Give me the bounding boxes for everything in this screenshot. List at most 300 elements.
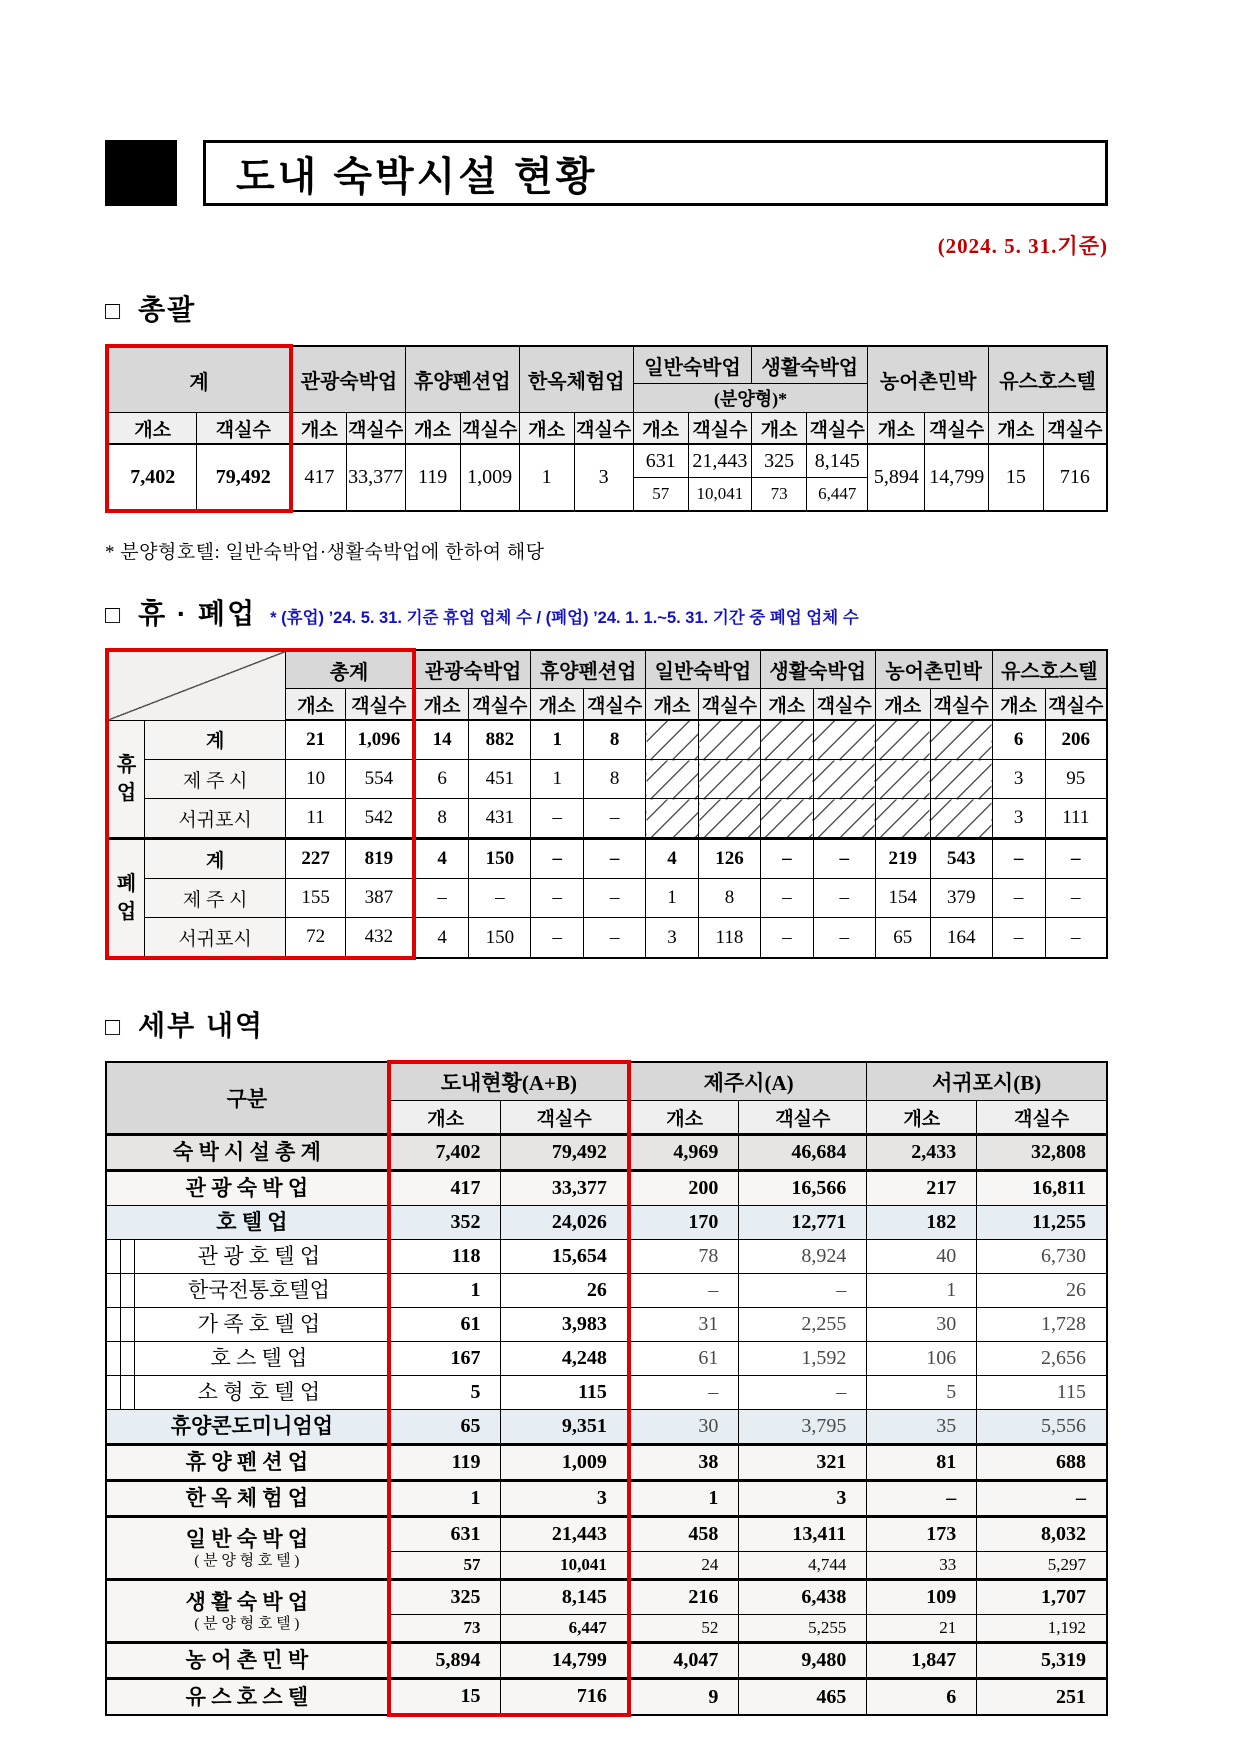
column-header: 객실수 xyxy=(346,413,405,445)
row-label-main: 휴양콘도미니엄업 xyxy=(170,1414,334,1439)
data-cell: 65 xyxy=(875,918,930,959)
table-row xyxy=(106,1410,1107,1445)
data-cell: 7,402 xyxy=(107,444,197,511)
column-header: 객실수 xyxy=(1045,689,1107,721)
hatched-cell xyxy=(699,799,761,839)
hatched-cell xyxy=(699,720,761,760)
data-cell: 4,248 xyxy=(501,1342,629,1376)
row-label xyxy=(106,1274,389,1308)
document-title-box xyxy=(203,140,1108,206)
data-cell: 4,744 xyxy=(739,1552,867,1580)
data-cell: 115 xyxy=(501,1376,629,1410)
data-cell: 882 xyxy=(469,720,531,760)
data-cell: – xyxy=(813,918,875,959)
row-label xyxy=(106,1517,389,1580)
data-cell: – xyxy=(739,1376,867,1410)
detail-table xyxy=(105,1060,1108,1717)
table-row xyxy=(107,839,1107,879)
square-bullet-icon: □ xyxy=(105,1013,123,1041)
hatched-cell xyxy=(875,799,930,839)
data-cell: 170 xyxy=(629,1206,739,1240)
data-cell: 8,145 xyxy=(807,444,868,478)
title-black-square xyxy=(105,140,177,206)
data-cell: 167 xyxy=(389,1342,501,1376)
column-header: 개소 xyxy=(867,1101,977,1135)
table-row xyxy=(106,1240,1107,1274)
row-label xyxy=(106,1580,389,1643)
data-cell: 1,847 xyxy=(867,1643,977,1679)
data-cell: 6,447 xyxy=(807,478,868,512)
data-cell: 352 xyxy=(389,1206,501,1240)
table-row xyxy=(106,1580,1107,1615)
data-cell: – xyxy=(977,1481,1107,1517)
page-title: 도내 숙박시설 현황 xyxy=(236,154,598,199)
section-overview-title: 총괄 xyxy=(138,294,197,325)
data-cell: 8 xyxy=(584,760,646,799)
data-cell: 12,771 xyxy=(739,1206,867,1240)
hatched-cell xyxy=(760,720,813,760)
group-label-text: 폐업 xyxy=(116,873,137,923)
row-label-sub: ( 분 양 형 호 텔 ) xyxy=(194,1553,300,1570)
data-cell: 5,255 xyxy=(739,1615,867,1643)
section-detail-heading xyxy=(105,1004,1108,1044)
data-cell: 3 xyxy=(739,1481,867,1517)
row-label-main: 가 족 호 텔 업 xyxy=(197,1312,321,1337)
row-label-main: 호 스 텔 업 xyxy=(210,1346,308,1371)
title-block xyxy=(105,140,1108,206)
column-header: 개소 xyxy=(629,1101,739,1135)
column-group-header: 유스호스텔 xyxy=(989,346,1108,413)
column-header: 개소 xyxy=(633,413,688,445)
data-cell: 65 xyxy=(389,1410,501,1445)
column-group-header: 생활숙박업 xyxy=(752,346,868,384)
hatched-cell xyxy=(760,799,813,839)
data-cell: – xyxy=(813,879,875,918)
data-cell: 15 xyxy=(989,444,1044,511)
data-cell: – xyxy=(469,879,531,918)
data-cell: 173 xyxy=(867,1517,977,1552)
data-cell: 52 xyxy=(629,1615,739,1643)
data-cell: – xyxy=(584,918,646,959)
data-cell: 688 xyxy=(977,1445,1107,1481)
data-cell: 109 xyxy=(867,1580,977,1615)
data-cell: 21 xyxy=(286,720,346,760)
data-cell: 1 xyxy=(646,879,699,918)
column-group-header: 서귀포시(B) xyxy=(867,1062,1107,1101)
data-cell: 115 xyxy=(977,1376,1107,1410)
column-header: 개소 xyxy=(519,413,574,445)
data-cell: 9,480 xyxy=(739,1643,867,1679)
column-header: 개소 xyxy=(992,689,1045,721)
column-header: 객실수 xyxy=(813,689,875,721)
data-cell: 32,808 xyxy=(977,1135,1107,1171)
data-cell: 1 xyxy=(629,1481,739,1517)
overview-footnote: * 분양형호텔: 일반숙박업·생활숙박업에 한하여 해당 xyxy=(105,542,545,563)
data-cell: 8,032 xyxy=(977,1517,1107,1552)
closure-table xyxy=(105,648,1108,960)
data-cell: 543 xyxy=(930,839,992,879)
column-header: 객실수 xyxy=(345,689,413,721)
data-cell: 10,041 xyxy=(501,1552,629,1580)
data-cell: – xyxy=(414,879,469,918)
hatched-cell xyxy=(813,760,875,799)
row-label-text xyxy=(107,1139,387,1165)
data-cell: 15 xyxy=(389,1679,501,1716)
data-cell: – xyxy=(584,839,646,879)
data-cell: 387 xyxy=(345,879,413,918)
table-row xyxy=(106,1376,1107,1410)
data-cell: 6 xyxy=(867,1679,977,1716)
row-label-main: 한국전통호텔업 xyxy=(187,1278,330,1303)
data-cell: 5 xyxy=(867,1376,977,1410)
row-label-text xyxy=(107,1589,387,1633)
data-cell: 6 xyxy=(414,760,469,799)
row-label-main: 관 광 호 텔 업 xyxy=(197,1244,321,1269)
column-header: 개소 xyxy=(389,1101,501,1135)
data-cell: 251 xyxy=(977,1679,1107,1716)
column-header: 개소 xyxy=(414,689,469,721)
data-cell: 417 xyxy=(389,1171,501,1206)
row-label xyxy=(106,1171,389,1206)
hatched-cell xyxy=(646,799,699,839)
data-cell: 79,492 xyxy=(197,444,291,511)
row-label-main: 생 활 숙 박 업 xyxy=(185,1589,309,1614)
data-cell: 227 xyxy=(286,839,346,879)
data-cell: 1 xyxy=(867,1274,977,1308)
data-cell: 2,656 xyxy=(977,1342,1107,1376)
hatched-cell xyxy=(930,760,992,799)
data-cell: 9,351 xyxy=(501,1410,629,1445)
column-header: 개소 xyxy=(531,689,584,721)
data-cell: 111 xyxy=(1045,799,1107,839)
data-cell: 14,799 xyxy=(501,1643,629,1679)
section-closure-title: 휴 · 폐업 xyxy=(138,598,257,629)
data-cell: 2,255 xyxy=(739,1308,867,1342)
row-label-main: 호 텔 업 xyxy=(216,1210,288,1235)
table-row xyxy=(106,1206,1107,1240)
data-cell: 6,447 xyxy=(501,1615,629,1643)
data-cell: 81 xyxy=(867,1445,977,1481)
data-cell: 11,255 xyxy=(977,1206,1107,1240)
data-cell: 1 xyxy=(389,1274,501,1308)
data-cell: 3 xyxy=(646,918,699,959)
column-group-header: 농어촌민박 xyxy=(868,346,989,413)
data-cell: 57 xyxy=(389,1552,501,1580)
table-row xyxy=(106,1308,1107,1342)
data-cell: 325 xyxy=(389,1580,501,1615)
data-cell: 5,894 xyxy=(389,1643,501,1679)
row-label: 제 주 시 xyxy=(145,879,286,918)
row-label xyxy=(106,1679,389,1716)
data-cell: 33 xyxy=(867,1552,977,1580)
shared-subheader: (분양형)* xyxy=(633,384,868,413)
data-cell: 155 xyxy=(286,879,346,918)
row-label xyxy=(106,1643,389,1679)
data-cell: 33,377 xyxy=(346,444,405,511)
data-cell: 14,799 xyxy=(925,444,989,511)
column-header: 객실수 xyxy=(1043,413,1107,445)
column-group-header: 일반숙박업 xyxy=(646,650,761,689)
hatched-cell xyxy=(930,799,992,839)
data-cell: 1,096 xyxy=(345,720,413,760)
hatched-cell xyxy=(875,760,930,799)
data-cell: 217 xyxy=(867,1171,977,1206)
row-label xyxy=(106,1135,389,1171)
data-cell: 458 xyxy=(629,1517,739,1552)
data-cell: 3 xyxy=(992,799,1045,839)
column-group-header: 관광숙박업 xyxy=(291,346,405,413)
data-cell: 4,969 xyxy=(629,1135,739,1171)
data-cell: – xyxy=(1045,879,1107,918)
data-cell: 35 xyxy=(867,1410,977,1445)
column-header: 개소 xyxy=(107,413,197,445)
data-cell: 3 xyxy=(992,760,1045,799)
table-row xyxy=(107,444,1107,478)
hatched-cell xyxy=(646,720,699,760)
data-cell: 61 xyxy=(629,1342,739,1376)
data-cell: 200 xyxy=(629,1171,739,1206)
data-cell: 1,009 xyxy=(460,444,519,511)
hatched-cell xyxy=(875,720,930,760)
column-group-header: 구분 xyxy=(106,1062,389,1135)
row-label-main: 숙 박 시 설 총 계 xyxy=(172,1140,321,1165)
row-label: 제 주 시 xyxy=(145,760,286,799)
data-cell: 5 xyxy=(389,1376,501,1410)
row-label-text xyxy=(107,1243,387,1269)
data-cell: 95 xyxy=(1045,760,1107,799)
row-label-main: 소 형 호 텔 업 xyxy=(197,1380,321,1405)
data-cell: 33,377 xyxy=(501,1171,629,1206)
header-row xyxy=(107,413,1107,445)
column-header: 객실수 xyxy=(501,1101,629,1135)
row-label xyxy=(106,1445,389,1481)
row-label xyxy=(106,1376,389,1410)
overview-table xyxy=(105,344,1108,513)
data-cell: 206 xyxy=(1045,720,1107,760)
group-label xyxy=(107,720,145,839)
table-row xyxy=(106,1517,1107,1552)
data-cell: 5,556 xyxy=(977,1410,1107,1445)
row-label-main: 휴 양 펜 션 업 xyxy=(185,1450,309,1475)
data-cell: 8 xyxy=(584,720,646,760)
column-group-header: 계 xyxy=(107,346,291,413)
data-cell: 5,319 xyxy=(977,1643,1107,1679)
row-label: 계 xyxy=(145,720,286,760)
column-header: 개소 xyxy=(291,413,346,445)
data-cell: 1 xyxy=(531,760,584,799)
data-cell: 3 xyxy=(574,444,633,511)
hatched-cell xyxy=(930,720,992,760)
reference-date: (2024. 5. 31.기준) xyxy=(937,234,1108,258)
data-cell: – xyxy=(1045,839,1107,879)
data-cell: 631 xyxy=(389,1517,501,1552)
row-label xyxy=(106,1410,389,1445)
row-label-sub: ( 분 양 형 호 텔 ) xyxy=(194,1616,300,1633)
data-cell: 38 xyxy=(629,1445,739,1481)
data-cell: 16,811 xyxy=(977,1171,1107,1206)
table-row xyxy=(107,799,1107,839)
section-detail-title: 세부 내역 xyxy=(138,1010,265,1041)
data-cell: 30 xyxy=(867,1308,977,1342)
header-row xyxy=(106,1062,1107,1101)
data-cell: 5,894 xyxy=(868,444,925,511)
data-cell: 10 xyxy=(286,760,346,799)
data-cell: 24,026 xyxy=(501,1206,629,1240)
data-cell: 6 xyxy=(992,720,1045,760)
data-cell: – xyxy=(584,799,646,839)
column-header: 개소 xyxy=(760,689,813,721)
data-cell: 716 xyxy=(1043,444,1107,511)
data-cell: 164 xyxy=(930,918,992,959)
column-header: 객실수 xyxy=(460,413,519,445)
data-cell: 5,297 xyxy=(977,1552,1107,1580)
data-cell: 3,795 xyxy=(739,1410,867,1445)
data-cell: 24 xyxy=(629,1552,739,1580)
data-cell: – xyxy=(992,839,1045,879)
column-header: 개소 xyxy=(646,689,699,721)
row-label-text xyxy=(107,1485,387,1511)
data-cell: 417 xyxy=(291,444,346,511)
data-cell: – xyxy=(531,918,584,959)
data-cell: 73 xyxy=(389,1615,501,1643)
table-row xyxy=(106,1481,1107,1517)
row-label-main: 한 옥 체 험 업 xyxy=(185,1486,309,1511)
table-row xyxy=(107,760,1107,799)
square-bullet-icon: □ xyxy=(105,297,123,325)
data-cell: 15,654 xyxy=(501,1240,629,1274)
data-cell: 3 xyxy=(501,1481,629,1517)
data-cell: 6,438 xyxy=(739,1580,867,1615)
row-label-text xyxy=(107,1209,387,1235)
column-header: 개소 xyxy=(875,689,930,721)
column-header: 객실수 xyxy=(584,689,646,721)
data-cell: 10,041 xyxy=(688,478,752,512)
column-group-header: 휴양펜션업 xyxy=(531,650,646,689)
data-cell: 78 xyxy=(629,1240,739,1274)
hatched-cell xyxy=(699,760,761,799)
column-group-header: 도내현황(A+B) xyxy=(389,1062,629,1101)
data-cell: – xyxy=(584,879,646,918)
group-label-text: 휴업 xyxy=(116,753,137,804)
column-header: 객실수 xyxy=(197,413,291,445)
data-cell: 57 xyxy=(633,478,688,512)
data-cell: 46,684 xyxy=(739,1135,867,1171)
row-label xyxy=(106,1308,389,1342)
row-label-text xyxy=(107,1449,387,1475)
data-cell: 30 xyxy=(629,1410,739,1445)
row-label-text xyxy=(107,1345,387,1371)
data-cell: 325 xyxy=(752,444,807,478)
data-cell: 26 xyxy=(977,1274,1107,1308)
data-cell: 11 xyxy=(286,799,346,839)
data-cell: 554 xyxy=(345,760,413,799)
table-row xyxy=(106,1171,1107,1206)
data-cell: 72 xyxy=(286,918,346,959)
row-label-text xyxy=(107,1647,387,1673)
data-cell: 431 xyxy=(469,799,531,839)
row-label: 서귀포시 xyxy=(145,799,286,839)
table-row xyxy=(107,918,1107,959)
data-cell: 16,566 xyxy=(739,1171,867,1206)
column-header: 개소 xyxy=(752,413,807,445)
row-label-text xyxy=(107,1684,387,1710)
column-header: 객실수 xyxy=(930,689,992,721)
group-label xyxy=(107,839,145,959)
closure-note: * (휴업) ’24. 5. 31. 기준 휴업 업체 수 / (폐업) ’24. 1. 1.~5. 31. 기간 중 폐업 업체 수 xyxy=(270,609,859,627)
header-row xyxy=(107,650,1107,689)
data-cell: 1,192 xyxy=(977,1615,1107,1643)
data-cell: – xyxy=(867,1481,977,1517)
column-header: 객실수 xyxy=(699,689,761,721)
data-cell: – xyxy=(760,839,813,879)
data-cell: 21 xyxy=(867,1615,977,1643)
data-cell: 21,443 xyxy=(501,1517,629,1552)
column-group-header: 휴양펜션업 xyxy=(405,346,519,413)
data-cell: 182 xyxy=(867,1206,977,1240)
column-header: 객실수 xyxy=(977,1101,1107,1135)
data-cell: 4 xyxy=(414,918,469,959)
hatched-cell xyxy=(760,760,813,799)
data-cell: 31 xyxy=(629,1308,739,1342)
data-cell: 150 xyxy=(469,839,531,879)
row-label xyxy=(106,1240,389,1274)
data-cell: 61 xyxy=(389,1308,501,1342)
data-cell: – xyxy=(813,839,875,879)
column-header: 객실수 xyxy=(807,413,868,445)
data-cell: 6,730 xyxy=(977,1240,1107,1274)
data-cell: 7,402 xyxy=(389,1135,501,1171)
data-cell: 13,411 xyxy=(739,1517,867,1552)
data-cell: 9 xyxy=(629,1679,739,1716)
data-cell: 2,433 xyxy=(867,1135,977,1171)
data-cell: 1,728 xyxy=(977,1308,1107,1342)
column-group-header: 유스호스텔 xyxy=(992,650,1107,689)
row-label-text xyxy=(107,1526,387,1570)
data-cell: 118 xyxy=(389,1240,501,1274)
data-cell: 4 xyxy=(414,839,469,879)
hatched-cell xyxy=(813,720,875,760)
row-label xyxy=(106,1481,389,1517)
column-header: 개소 xyxy=(405,413,460,445)
data-cell: 4 xyxy=(646,839,699,879)
data-cell: 14 xyxy=(414,720,469,760)
data-cell: 451 xyxy=(469,760,531,799)
table-row xyxy=(106,1342,1107,1376)
column-group-header: 관광숙박업 xyxy=(414,650,531,689)
data-cell: 154 xyxy=(875,879,930,918)
data-cell: 119 xyxy=(405,444,460,511)
hatched-cell xyxy=(646,760,699,799)
column-header: 개소 xyxy=(286,689,346,721)
column-header: 객실수 xyxy=(739,1101,867,1135)
column-group-header: 제주시(A) xyxy=(629,1062,867,1101)
data-cell: – xyxy=(739,1274,867,1308)
table-row xyxy=(107,720,1107,760)
data-cell: – xyxy=(760,879,813,918)
column-header: 객실수 xyxy=(574,413,633,445)
data-cell: 118 xyxy=(699,918,761,959)
data-cell: 1 xyxy=(531,720,584,760)
data-cell: 106 xyxy=(867,1342,977,1376)
header-row xyxy=(107,346,1107,384)
row-label-text xyxy=(107,1277,387,1303)
data-cell: – xyxy=(760,918,813,959)
table-row xyxy=(106,1445,1107,1481)
data-cell: 1,009 xyxy=(501,1445,629,1481)
column-group-header: 생활숙박업 xyxy=(760,650,875,689)
data-cell: 150 xyxy=(469,918,531,959)
data-cell: – xyxy=(531,799,584,839)
